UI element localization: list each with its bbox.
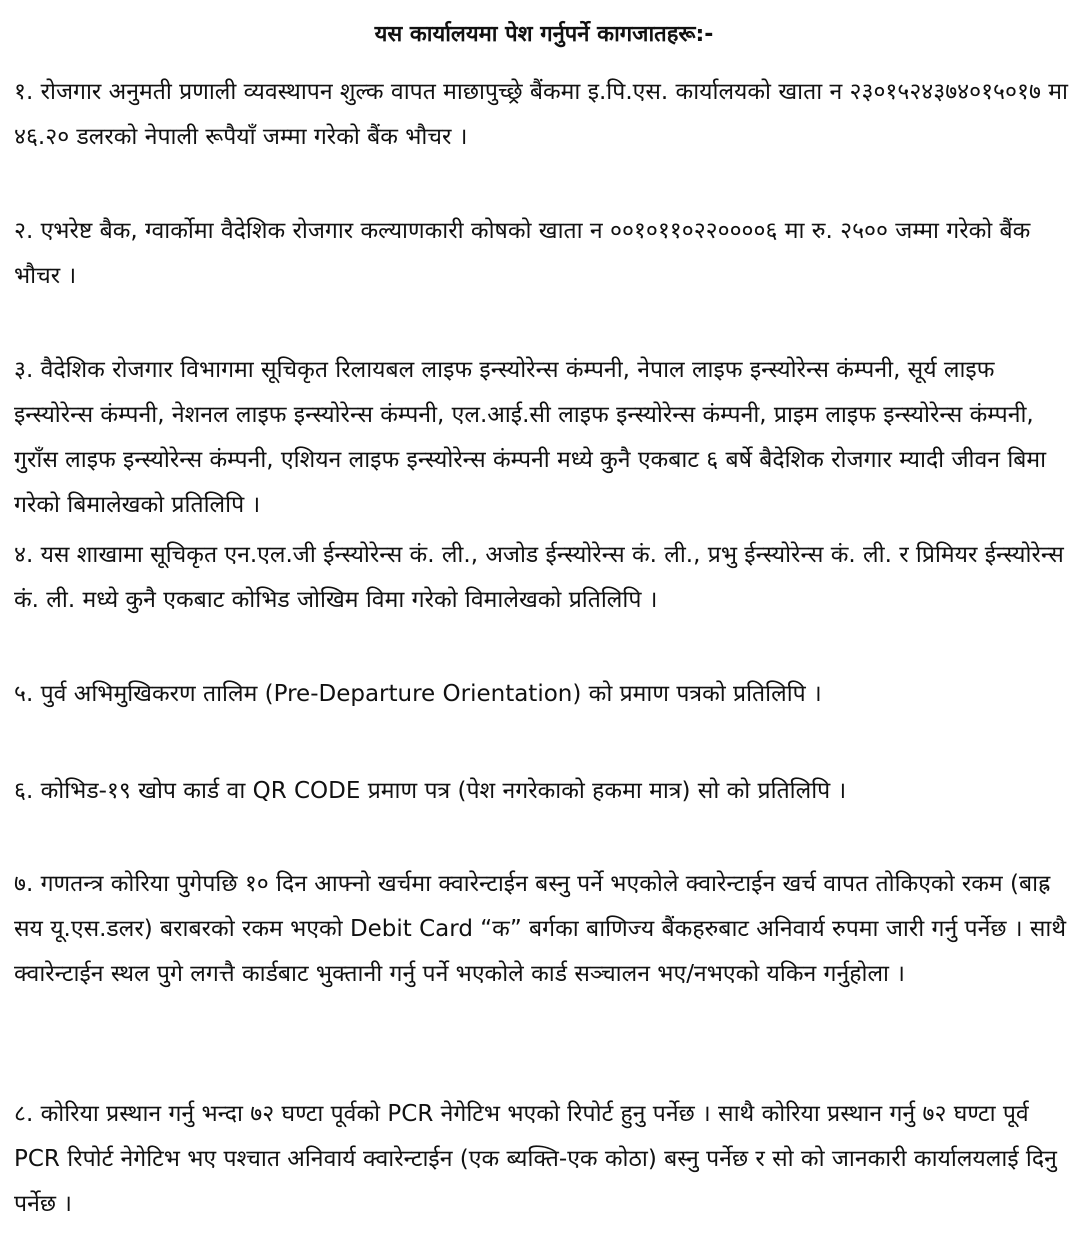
requirement-item-3: ३. वैदेशिक रोजगार विभागमा सूचिकृत रिलायबल लाइफ इन्स्योरेन्स कंम्पनी, नेपाल लाइफ इन्स्योरेन्स कंम्पनी, सूर्य लाइफ इन्स्योरेन्स कंम्पनी, नेशनल लाइफ इन्स्योरेन्स कंम्पनी, एल.आई.सी लाइफ इन्स्योरेन्स कंम्पनी, प्राइम लाइफ इन्स्योरेन्स कंम्पनी, गुराँस लाइफ इन्स्योरेन्स कंम्पनी, एशियन लाइफ इन्स्योरेन्स कंम्पनी मध्ये कुनै एकबाट ६ बर्षे बैदेशिक रोजगार म्यादी जीवन बिमा गरेको बिमालेखको प्रतिलिपि । (14, 357, 1047, 518)
document-title: यस कार्यालयमा पेश गर्नुपर्ने कागजातहरू:- (374, 22, 714, 47)
requirement-item-7: ७. गणतन्त्र कोरिया पुगेपछि १० दिन आफ्नो खर्चमा क्वारेन्टाईन बस्नु पर्ने भएकोले क्वारेन्टाईन खर्च वापत तोकिएको रकम (बाह्र सय यू.एस.डलर) बराबरको रकम भएको Debit Card “क” बर्गका बाणिज्य बैंकहरुबाट अनिवार्य रुपमा जारी गर्नु पर्नेछ । साथै क्वारेन्टाईन स्थल पुगे लगत्तै कार्डबाट भुक्तानी गर्नु पर्ने भएकोले कार्ड सञ्चालन भए/नभएको यकिन गर्नुहोला । (14, 871, 1067, 987)
requirement-item-5: ५. पुर्व अभिमुखिकरण तालिम (Pre-Departure Orientation) को प्रमाण पत्रको प्रतिलिपि । (14, 681, 822, 707)
requirement-item-6: ६. कोभिड-१९ खोप कार्ड वा QR CODE प्रमाण पत्र (पेश नगरेकाको हकमा मात्र) सो को प्रतिलिपि । (14, 778, 847, 804)
requirement-item-4: ४. यस शाखामा सूचिकृत एन.एल.जी ईन्स्योरेन्स कं. ली., अजोड ईन्स्योरेन्स कं. ली., प्रभु ईन्स्योरेन्स कं. ली. र प्रिमियर ईन्स्योरेन्स कं. ली. मध्ये कुनै एकबाट कोभिड जोखिम विमा गरेको विमालेखको प्रतिलिपि । (14, 542, 1064, 613)
requirement-item-2: २. एभरेष्ट बैक, ग्वार्कोमा वैदेशिक रोजगार कल्याणकारी कोषको खाता न ००१०११०२२००००६ मा रु. २५०० जम्मा गरेको बैंक भौचर । (14, 218, 1031, 289)
requirement-item-1: १. रोजगार अनुमती प्रणाली व्यवस्थापन शुल्क वापत माछापुच्छ्रे बैंकमा इ.पि.एस. कार्यालयको खाता न २३०१५२४३७४०१५०१७ मा ४६.२० डलरको नेपाली रूपैयाँ जम्मा गरेको बैंक भौचर । (14, 79, 1068, 150)
requirement-item-8: ८. कोरिया प्रस्थान गर्नु भन्दा ७२ घण्टा पूर्वको PCR नेगेटिभ भएको रिपोर्ट हुनु पर्नेछ । साथै कोरिया प्रस्थान गर्नु ७२ घण्टा पूर्व PCR रिपोर्ट नेगेटिभ भए पश्चात अनिवार्य क्वारेन्टाईन (एक ब्यक्ति-एक कोठा) बस्नु पर्नेछ र सो को जानकारी कार्यालयलाई दिनु पर्नेछ । (14, 1101, 1057, 1217)
